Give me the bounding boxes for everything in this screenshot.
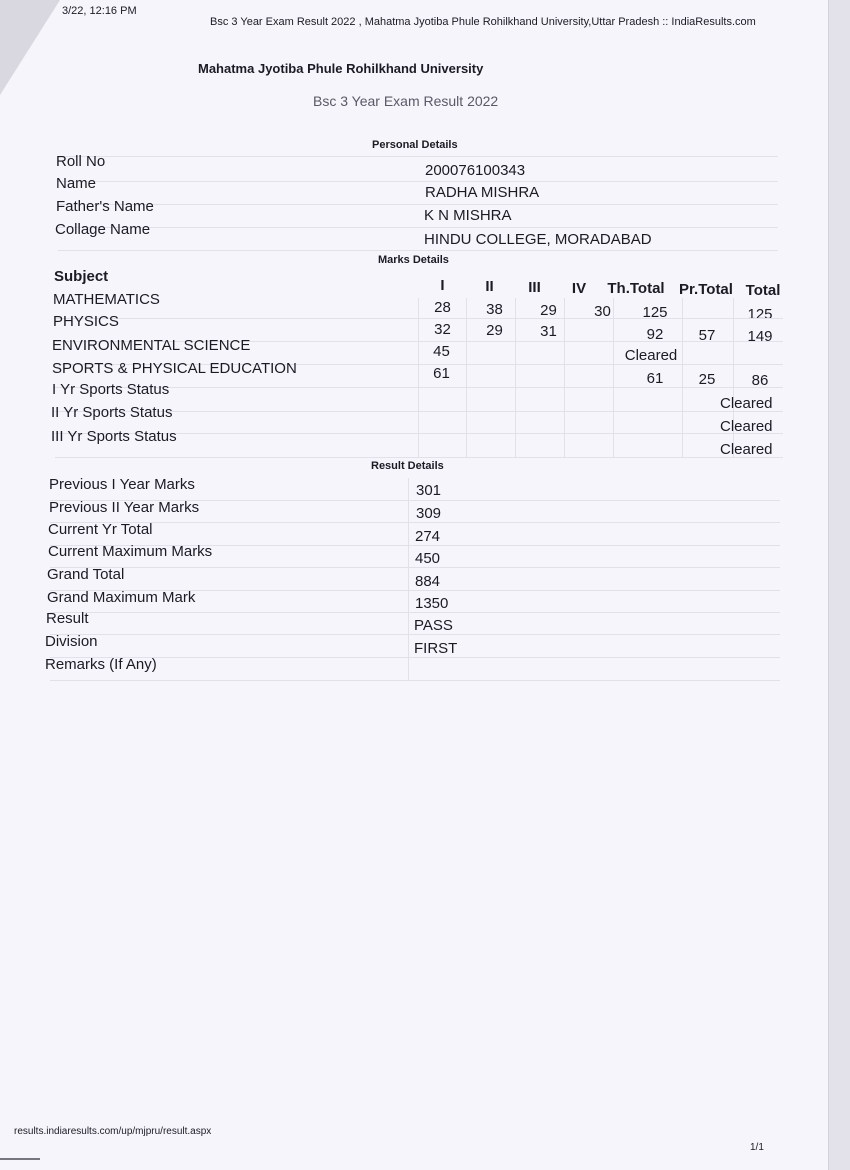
page-edge [828,0,850,1170]
divider [55,457,783,458]
grid-line [613,298,614,458]
current-max-marks-label: Current Maximum Marks [48,543,213,560]
university-name: Mahatma Jyotiba Phule Rohilkhand University [198,61,484,76]
sports-total: 86 [751,372,769,389]
footer-page-number: 1/1 [750,1142,764,1153]
result-details-heading: Result Details [371,460,444,472]
college-name-label: Collage Name [55,221,151,238]
scan-edge-mark [0,1158,40,1160]
footer-url: results.indiaresults.com/up/mjpru/result.aspx [14,1126,212,1137]
divider [58,250,778,251]
marks-details-heading: Marks Details [378,254,449,266]
division-label: Division [45,633,98,650]
physics-total: 149 [747,328,773,345]
col-header-th-total: Th.Total [607,280,665,297]
sports-i: 61 [433,365,450,382]
subject-header: Subject [54,268,109,285]
divider [50,612,780,613]
divider [58,181,778,182]
division-value: FIRST [414,640,458,657]
fathers-name-label: Father's Name [56,198,154,215]
env-i: 45 [433,343,450,360]
divider [50,680,780,681]
divider [50,634,780,635]
fathers-name-value: K N MISHRA [424,207,512,224]
result-label: Result [46,610,89,627]
sports-status-yr2-value: Cleared [720,418,773,435]
sports-status-yr1-value: Cleared [720,395,773,412]
result-value: PASS [414,617,453,634]
sports-status-yr2-label: II Yr Sports Status [51,404,173,421]
print-time: 3/22, 12:16 PM [62,5,137,17]
roll-no-label: Roll No [56,153,106,170]
subject-physics: PHYSICS [53,313,119,330]
sports-status-yr3-label: III Yr Sports Status [51,428,177,445]
personal-details-heading: Personal Details [372,139,458,151]
current-max-marks-value: 450 [415,550,441,567]
remarks-label: Remarks (If Any) [45,656,157,673]
col-header-ii: II [485,278,494,295]
col-header-total: Total [745,282,781,299]
divider [58,227,778,228]
math-ii: 38 [486,301,503,318]
grand-max-mark-label: Grand Maximum Mark [47,589,196,606]
exam-title: Bsc 3 Year Exam Result 2022 [313,93,499,109]
current-yr-total-value: 274 [415,528,441,545]
sports-status-yr1-label: I Yr Sports Status [52,381,170,398]
physics-i: 32 [434,321,451,338]
grand-total-label: Grand Total [47,566,125,583]
prev-ii-year-value: 309 [416,505,442,522]
divider [55,318,783,319]
prev-i-year-value: 301 [416,482,442,499]
divider [50,657,780,658]
divider [50,522,780,523]
col-header-iv: IV [571,280,587,297]
divider [58,156,778,157]
college-name-value: HINDU COLLEGE, MORADABAD [424,231,652,248]
math-i: 28 [434,299,451,316]
col-header-iii: III [528,279,541,296]
col-header-pr-total: Pr.Total [679,281,733,298]
subject-mathematics: MATHEMATICS [53,291,160,308]
math-total: 125 [747,306,773,323]
grid-line [564,298,565,458]
subject-sports-physical-education: SPORTS & PHYSICAL EDUCATION [52,360,297,377]
physics-pr-total: 57 [698,327,716,344]
name-label: Name [56,175,97,192]
current-yr-total-label: Current Yr Total [48,521,153,538]
math-iii: 29 [540,302,557,319]
prev-ii-year-label: Previous II Year Marks [49,499,200,516]
physics-ii: 29 [486,322,503,339]
grid-line [408,478,409,680]
math-th-total: 125 [642,304,668,321]
col-header-i: I [440,277,445,294]
grid-line [682,298,683,458]
math-iv: 30 [594,303,611,320]
divider [58,204,778,205]
grid-line [466,298,467,458]
prev-i-year-label: Previous I Year Marks [49,476,195,493]
physics-th-total: 92 [646,326,664,343]
roll-no-value: 200076100343 [425,162,526,179]
divider [50,567,780,568]
sports-th-total: 61 [646,370,664,387]
sports-status-yr3-value: Cleared [720,441,773,458]
folded-corner [0,0,60,95]
env-th-total: Cleared [624,347,678,364]
print-page-title: Bsc 3 Year Exam Result 2022 , Mahatma Jyotiba Phule Rohilkhand University,Uttar Pradesh :: IndiaResults.com [210,16,756,28]
sports-pr-total: 25 [698,371,716,388]
physics-iii: 31 [540,323,557,340]
name-value: RADHA MISHRA [425,184,540,201]
subject-environmental-science: ENVIRONMENTAL SCIENCE [52,337,251,354]
grand-total-value: 884 [415,573,441,590]
grand-max-mark-value: 1350 [415,595,449,612]
